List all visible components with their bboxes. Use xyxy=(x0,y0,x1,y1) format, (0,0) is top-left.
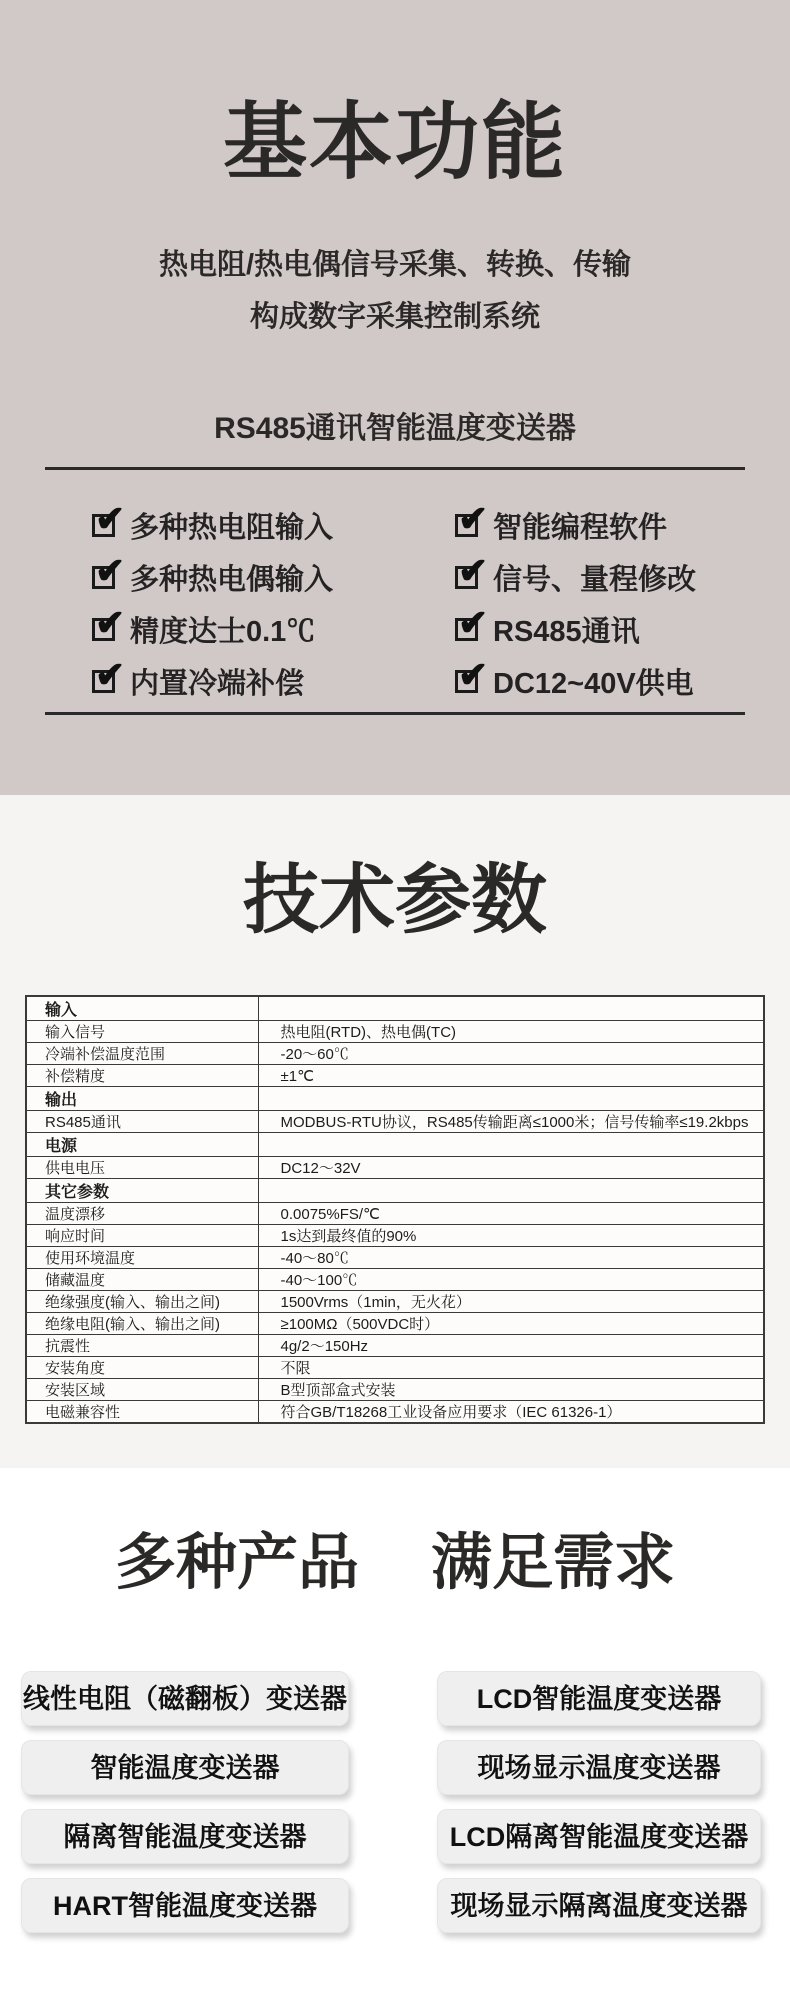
product-button[interactable]: LCD隔离智能温度变送器 xyxy=(437,1809,761,1864)
check-icon: ✔ xyxy=(458,653,489,695)
spec-label-cell: 安装区域 xyxy=(26,1379,258,1401)
checkbox xyxy=(92,549,126,591)
spec-label-cell: 其它参数 xyxy=(26,1179,258,1203)
spec-value-cell: 1s达到最终值的90% xyxy=(258,1225,764,1247)
spec-value-cell: 1500Vrms（1min，无火花） xyxy=(258,1291,764,1313)
spec-label-cell: 输出 xyxy=(26,1087,258,1111)
product-button[interactable]: HART智能温度变送器 xyxy=(21,1878,349,1933)
spec-row xyxy=(26,1021,764,1043)
spec-value-cell: 0.0075%FS/℃ xyxy=(258,1203,764,1225)
hero-title: 基本功能 xyxy=(222,95,567,189)
checkbox xyxy=(455,653,489,695)
spec-label-cell: 抗震性 xyxy=(26,1335,258,1357)
products-title-part2: 满足需求 xyxy=(431,1528,676,1596)
checkbox xyxy=(455,549,489,591)
specs-title: 技术参数 xyxy=(243,858,547,943)
feature-label: DC12~40V供电 xyxy=(493,667,694,700)
product-button[interactable]: 隔离智能温度变送器 xyxy=(21,1809,349,1864)
spec-row xyxy=(26,1065,764,1087)
spec-value-cell: 热电阻(RTD)、热电偶(TC) xyxy=(258,1021,764,1043)
feature-label: 信号、量程修改 xyxy=(493,563,697,596)
spec-section-row xyxy=(26,1087,764,1111)
feature-item xyxy=(455,603,696,655)
product-button-grid xyxy=(0,1671,790,1933)
check-icon: ✔ xyxy=(458,549,489,591)
spec-row xyxy=(26,1291,764,1313)
feature-label: 智能编程软件 xyxy=(493,511,668,544)
feature-column-right xyxy=(455,499,696,707)
feature-column-left xyxy=(92,499,455,707)
checkbox xyxy=(92,653,126,695)
feature-item xyxy=(455,655,696,707)
spec-row xyxy=(26,1111,764,1133)
spec-value-cell: 符合GB/T18268工业设备应用要求（IEC 61326-1） xyxy=(258,1401,764,1424)
spec-label-cell: 使用环境温度 xyxy=(26,1247,258,1269)
spec-label-cell: 响应时间 xyxy=(26,1225,258,1247)
spec-label-cell: 温度漂移 xyxy=(26,1203,258,1225)
checkbox xyxy=(455,601,489,643)
spec-label-cell: 电源 xyxy=(26,1133,258,1157)
spec-value-cell: -40～100℃ xyxy=(258,1269,764,1291)
check-icon: ✔ xyxy=(95,601,126,643)
feature-list xyxy=(92,499,790,707)
spec-value-cell xyxy=(258,1133,764,1157)
spec-label-cell: 绝缘电阻(输入、输出之间) xyxy=(26,1313,258,1335)
spec-section-row xyxy=(26,1133,764,1157)
spec-row xyxy=(26,1269,764,1291)
spec-label-cell: RS485通讯 xyxy=(26,1111,258,1133)
spec-value-cell: ≥100MΩ（500VDC时） xyxy=(258,1313,764,1335)
feature-item xyxy=(92,655,455,707)
divider-bottom xyxy=(45,712,745,715)
spec-row xyxy=(26,1203,764,1225)
hero-subtitle-line1: 热电阻/热电偶信号采集、转换、传输 xyxy=(158,249,632,281)
product-button[interactable]: 智能温度变送器 xyxy=(21,1740,349,1795)
check-icon: ✔ xyxy=(458,497,489,539)
checkbox xyxy=(92,601,126,643)
check-icon: ✔ xyxy=(95,549,126,591)
check-icon: ✔ xyxy=(95,653,126,695)
spec-label-cell: 储藏温度 xyxy=(26,1269,258,1291)
spec-label-cell: 输入信号 xyxy=(26,1021,258,1043)
checkbox xyxy=(455,497,489,539)
spec-value-cell: 不限 xyxy=(258,1357,764,1379)
feature-item xyxy=(92,551,455,603)
feature-item xyxy=(455,499,696,551)
spec-row xyxy=(26,1157,764,1179)
spec-table xyxy=(25,995,765,1424)
feature-label: 多种热电偶输入 xyxy=(130,563,334,596)
feature-label: 多种热电阻输入 xyxy=(130,511,334,544)
spec-row xyxy=(26,1357,764,1379)
feature-item xyxy=(92,499,455,551)
spec-value-cell: -20～60℃ xyxy=(258,1043,764,1065)
product-button[interactable]: 现场显示隔离温度变送器 xyxy=(437,1878,761,1933)
spec-label-cell: 安装角度 xyxy=(26,1357,258,1379)
check-icon: ✔ xyxy=(458,601,489,643)
product-button[interactable]: 现场显示温度变送器 xyxy=(437,1740,761,1795)
spec-label-cell: 冷端补偿温度范围 xyxy=(26,1043,258,1065)
product-heading: RS485通讯智能温度变送器 xyxy=(214,412,576,445)
product-button[interactable]: 线性电阻（磁翻板）变送器 xyxy=(21,1671,349,1726)
feature-item xyxy=(455,551,696,603)
feature-label: 内置冷端补偿 xyxy=(130,667,305,700)
spec-section-row xyxy=(26,1179,764,1203)
spec-row xyxy=(26,1401,764,1424)
spec-label-cell: 补偿精度 xyxy=(26,1065,258,1087)
products-section xyxy=(0,1468,790,2008)
spec-label-cell: 电磁兼容性 xyxy=(26,1401,258,1424)
spec-value-cell: ±1℃ xyxy=(258,1065,764,1087)
spec-value-cell: -40～80℃ xyxy=(258,1247,764,1269)
spec-section-row xyxy=(26,996,764,1021)
spec-value-cell xyxy=(258,1087,764,1111)
specs-section xyxy=(0,795,790,1468)
feature-label: RS485通讯 xyxy=(493,615,640,648)
check-icon: ✔ xyxy=(95,497,126,539)
checkbox xyxy=(92,497,126,539)
hero-subtitle-line2: 构成数字采集控制系统 xyxy=(249,301,540,333)
spec-value-cell: 4g/2～150Hz xyxy=(258,1335,764,1357)
spec-row xyxy=(26,1247,764,1269)
feature-label: 精度达士0.1℃ xyxy=(130,615,316,648)
spec-row xyxy=(26,1335,764,1357)
hero-section xyxy=(0,0,790,795)
products-title xyxy=(0,1528,790,1596)
feature-item xyxy=(92,603,455,655)
products-title-part1: 多种产品 xyxy=(114,1528,359,1596)
spec-value-cell xyxy=(258,1179,764,1203)
spec-row xyxy=(26,1225,764,1247)
spec-label-cell: 供电电压 xyxy=(26,1157,258,1179)
spec-row xyxy=(26,1313,764,1335)
divider-top xyxy=(45,467,745,470)
spec-value-cell xyxy=(258,996,764,1021)
product-button[interactable]: LCD智能温度变送器 xyxy=(437,1671,761,1726)
spec-row xyxy=(26,1379,764,1401)
spec-label-cell: 输入 xyxy=(26,996,258,1021)
spec-row xyxy=(26,1043,764,1065)
spec-value-cell: MODBUS-RTU协议，RS485传输距离≤1000米；信号传输率≤19.2kbps xyxy=(258,1111,764,1133)
spec-label-cell: 绝缘强度(输入、输出之间) xyxy=(26,1291,258,1313)
spec-value-cell: DC12～32V xyxy=(258,1157,764,1179)
spec-value-cell: B型顶部盒式安装 xyxy=(258,1379,764,1401)
